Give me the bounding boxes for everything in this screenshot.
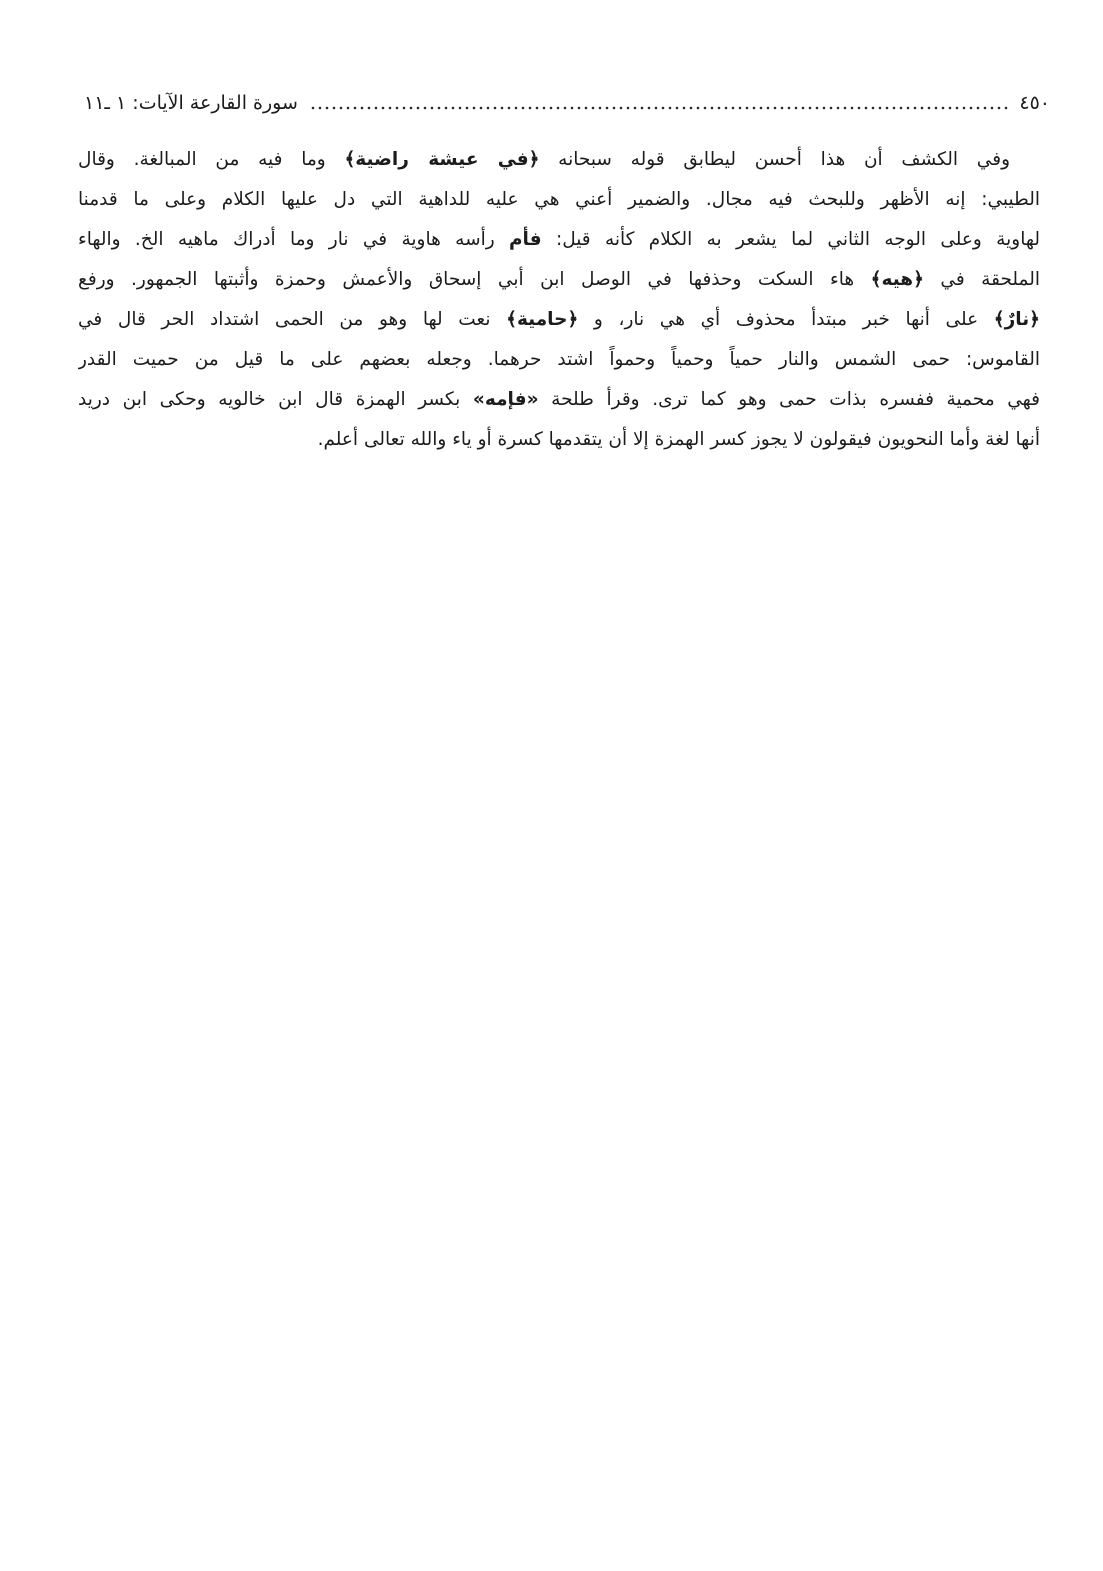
quran-quote: ﴿هيه﴾ [870, 269, 924, 290]
text-line [78, 380, 1040, 420]
text-segment: وما فيه من المبالغة. وقال [78, 149, 345, 170]
text-line [78, 260, 1040, 300]
text-line [78, 300, 1040, 340]
surah-title: سورة القارعة الآيات: ١ ـ١١ [84, 92, 298, 114]
text-segment: نعت لها وهو من الحمى اشتداد الحر قال في [78, 309, 507, 330]
body-paragraph [78, 140, 1040, 460]
quran-quote: ﴿نارٌ﴾ [993, 309, 1040, 330]
text-segment: على أنها خبر مبتدأ محذوف أي هي نار، و [578, 309, 994, 330]
quran-quote: ﴿حامية﴾ [506, 309, 579, 330]
text-segment: الطيبي: إنه الأظهر وللبحث فيه مجال. والضمير أعني هي عليه للداهية التي دل عليها الكلام وعلى ما قدمنا [78, 189, 1040, 210]
reading-quote: «فإمه» [472, 389, 539, 410]
text-segment: أنها لغة وأما النحويون فيقولون لا يجوز كسر الهمزة إلا أن يتقدمها كسرة أو ياء والله تعالى أعلم. [317, 429, 1040, 450]
text-line [78, 420, 1040, 460]
quran-quote: فأم [509, 229, 542, 250]
text-segment: وفي الكشف أن هذا أحسن ليطابق قوله سبحانه [539, 149, 1010, 170]
text-segment: بكسر الهمزة قال ابن خالويه وحكى ابن دريد [78, 389, 473, 410]
text-segment: القاموس: حمى الشمس والنار حمياً وحمياً وحمواً اشتد حرهما. وجعله بعضهم على ما قيل من حميت القدر [78, 349, 1040, 370]
text-segment: الملحقة في [923, 269, 1040, 290]
text-line [78, 140, 1040, 180]
text-line [78, 340, 1040, 380]
text-line [78, 180, 1040, 220]
page-number: ٤٥٠ [1019, 92, 1050, 114]
running-header [84, 84, 1050, 118]
text-segment: هاء السكت وحذفها في الوصل ابن أبي إسحاق والأعمش وحمزة وأثبتها الجمهور. ورفع [78, 269, 871, 290]
text-segment: رأسه هاوية في نار وما أدراك ماهيه الخ. والهاء [78, 229, 509, 250]
quran-quote: ﴿في عيشة راضية﴾ [344, 149, 540, 170]
text-line [78, 220, 1040, 260]
dot-leader [308, 106, 1009, 110]
text-segment: فهي محمية ففسره بذات حمى وهو كما ترى. وقرأ طلحة [538, 389, 1040, 410]
text-segment: لهاوية وعلى الوجه الثاني لما يشعر به الكلام كأنه قيل: [541, 229, 1040, 250]
